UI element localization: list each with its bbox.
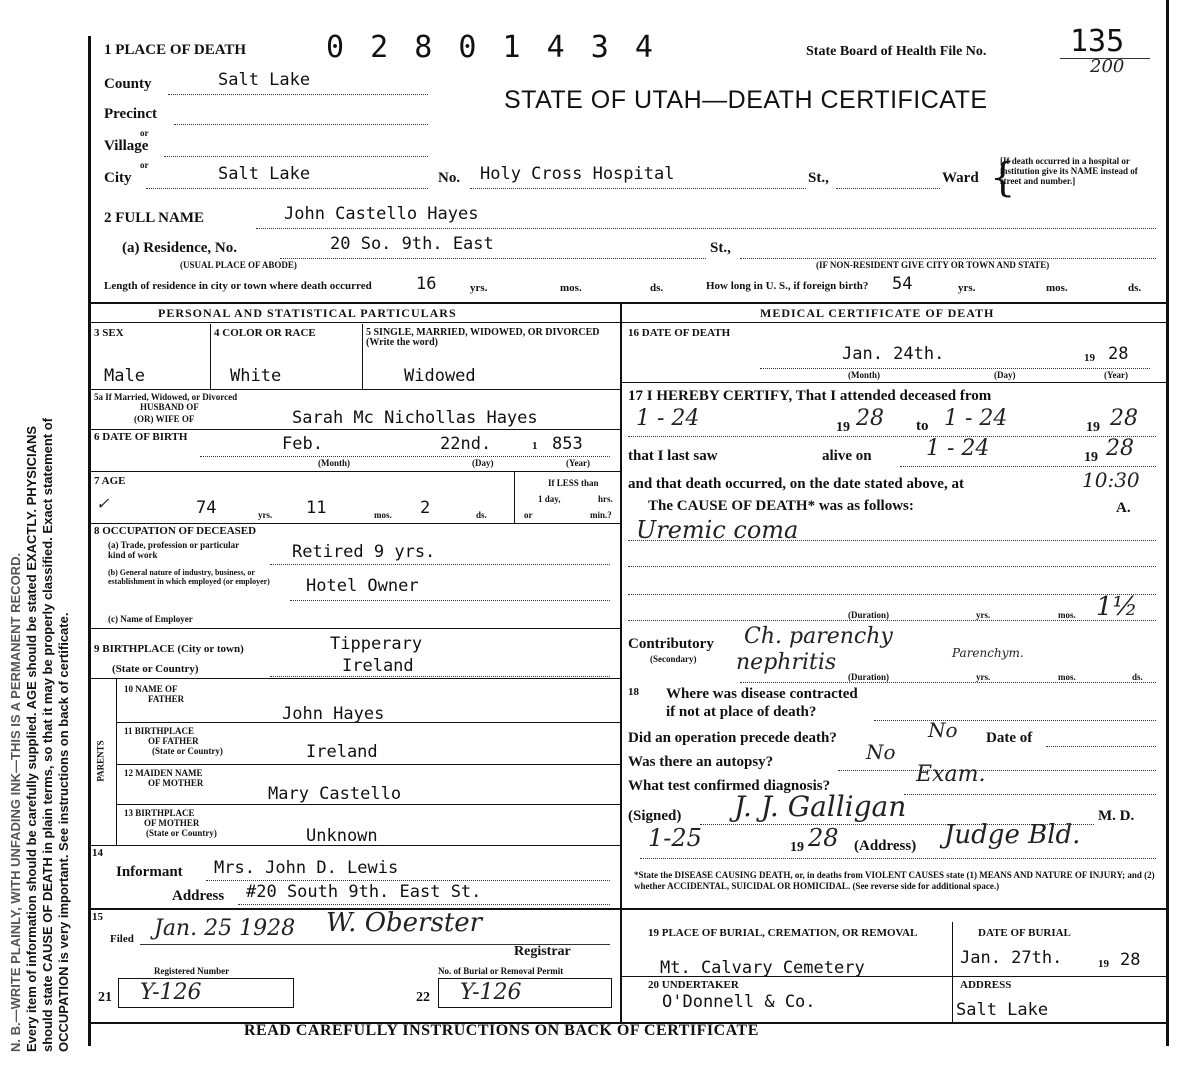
age-divider [514, 472, 515, 524]
cause-line-2 [628, 566, 1156, 567]
spouse-label-a: 5a If Married, Widowed, or Divorced [94, 392, 238, 402]
city-value: Salt Lake [218, 164, 311, 184]
sign-address: Judge Bld. [944, 820, 1081, 850]
occupation-b-value: Hotel Owner [306, 576, 419, 596]
md-label: M. D. [1098, 808, 1135, 824]
dob-label: 6 DATE OF BIRTH [94, 431, 188, 443]
how-long-label: How long in U. S., if foreign birth? [706, 280, 869, 292]
occupation-a-value: Retired 9 yrs. [292, 542, 436, 562]
spouse-value: Sarah Mc Nichollas Hayes [292, 408, 538, 428]
parents-label: PARENTS [95, 740, 106, 782]
undertaker-label: 20 UNDERTAKER [648, 979, 739, 991]
last-saw-line [900, 466, 1156, 467]
cause-line-3 [628, 594, 1156, 595]
father-label-a: 10 NAME OF [124, 684, 178, 694]
length-ds: ds. [650, 282, 664, 294]
birthplace-line [270, 676, 610, 677]
informant-address: #20 South 9th. East St. [246, 882, 482, 902]
residence-st-label: St., [710, 240, 731, 256]
sex-label: 3 SEX [94, 327, 124, 339]
to-label: to [916, 418, 929, 434]
city-line [146, 188, 428, 189]
cause-label: The CAUSE OF DEATH* was as follows: [648, 498, 914, 514]
color-value: White [230, 366, 282, 386]
side-line-2: should state CAUSE OF DEATH in plain terms, so that it may be properly classified. Exact statement of [40, 417, 55, 1052]
duration2-yrs: yrs. [976, 672, 991, 682]
how-long-value: 54 [892, 274, 913, 294]
undertaker-address: Salt Lake [956, 1000, 1049, 1020]
marital-value: Widowed [404, 366, 476, 386]
county-label: County [104, 76, 152, 92]
or-1: or [140, 128, 149, 138]
birthplace-label: 9 BIRTHPLACE (City or town) [94, 643, 244, 655]
dob-month-cap: (Month) [318, 458, 350, 468]
where-label-2: if not at place of death? [666, 704, 817, 720]
death-month-day: Jan. 24th. [842, 344, 945, 364]
residence-line-2 [740, 258, 1156, 259]
no-value: Holy Cross Hospital [480, 164, 675, 184]
nonresident-note: (IF NON-RESIDENT GIVE CITY OR TOWN AND STATE) [816, 260, 1050, 270]
dob-day: 22nd. [440, 434, 492, 454]
death-year-cap: (Year) [1104, 370, 1128, 380]
burial-no-label: No. of Burial or Removal Permit [438, 966, 564, 976]
cause-line-1 [628, 540, 1156, 541]
file-no-sub: 200 [1090, 56, 1125, 77]
operation-label: Did an operation precede death? [628, 730, 837, 746]
death-day-cap: (Day) [994, 370, 1016, 380]
place-of-death-label: 1 PLACE OF DEATH [104, 42, 247, 58]
operation-value: No [928, 718, 958, 742]
where-line [874, 720, 1156, 721]
from-year: 28 [856, 406, 884, 431]
color-divider [362, 324, 363, 390]
age-ds-label: ds. [476, 510, 487, 520]
marital-label: 5 SINGLE, MARRIED, WIDOWED, OR DIVORCED (Write the word) [366, 327, 600, 348]
length-mos: mos. [560, 282, 582, 294]
duration-yrs: yrs. [976, 610, 991, 620]
death-date-line [760, 368, 1150, 369]
file-no-label: State Board of Health File No. [806, 44, 987, 59]
row-rule-2 [90, 429, 620, 430]
usual-abode: (USUAL PLACE OF ABODE) [180, 260, 297, 270]
length-value: 16 [416, 274, 437, 294]
last-saw-year-prefix: 19 [1084, 450, 1098, 465]
st-line [836, 188, 940, 189]
date-of-death-label: 16 DATE OF DEATH [628, 327, 731, 339]
father-birth-label-c: (State or Country) [152, 746, 223, 756]
contributory-note: Parenchym. [952, 646, 1024, 660]
certify-line [628, 436, 1156, 437]
test-line [904, 794, 1156, 795]
burial-year-prefix: 19 [1098, 958, 1109, 970]
row-rule-11 [90, 908, 1166, 910]
occupation-label: 8 OCCUPATION OF DECEASED [94, 525, 257, 537]
age-days: 2 [420, 498, 431, 518]
age-years: 74 [196, 498, 217, 518]
parents-divider [116, 679, 117, 845]
sex-value: Male [104, 366, 145, 386]
signed-label: (Signed) [628, 808, 682, 824]
no-line [470, 188, 806, 189]
date-of-label: Date of [986, 730, 1033, 746]
dob-month: Feb. [282, 434, 323, 454]
dob-day-cap: (Day) [472, 458, 494, 468]
how-long-ds: ds. [1128, 282, 1142, 294]
contributory-value: Ch. parenchy [744, 624, 893, 649]
ward-note: [If death occurred in a hospital or institution give its NAME instead of street and number.] [1000, 156, 1138, 186]
sex-divider [210, 324, 211, 390]
precinct-label: Precinct [104, 106, 158, 122]
contributory-value-2: nephritis [736, 650, 837, 675]
row-rule-4 [90, 523, 620, 524]
less-label-c: hrs. [598, 494, 613, 504]
age-label: 7 AGE [94, 475, 126, 487]
burial-date-label: DATE OF BURIAL [978, 927, 1071, 939]
burial-no-value: Y-126 [460, 980, 522, 1005]
age-months: 11 [306, 498, 327, 518]
to-year-prefix: 19 [1086, 420, 1100, 435]
full-name-label: 2 FULL NAME [104, 210, 205, 226]
occupation-c-label: (c) Name of Employer [108, 614, 193, 624]
duration-line [628, 620, 1156, 621]
city-label: City [104, 170, 132, 186]
residence-label: (a) Residence, No. [122, 240, 237, 256]
item-21: 21 [98, 990, 112, 1005]
father-birth-value: Ireland [306, 742, 378, 762]
death-year-prefix: 19 [1084, 352, 1095, 364]
birthplace-state-label: (State or Country) [112, 663, 199, 675]
spouse-label-b: HUSBAND OF [140, 402, 199, 412]
registrar-label: Registrar [514, 944, 571, 959]
reg-no-value: Y-126 [140, 980, 202, 1005]
death-year: 28 [1108, 344, 1129, 364]
side-line-0: N. B.—WRITE PLAINLY, WITH UNFADING INK—THIS IS A PERMANENT RECORD. [8, 552, 23, 1052]
undertaker-address-label: ADDRESS [960, 979, 1012, 991]
father-label-b: FATHER [148, 694, 185, 704]
secondary-label: (Secondary) [650, 654, 697, 664]
spouse-label-c: (OR) WIFE OF [134, 414, 195, 424]
side-line-1: Every item of information should be carefully supplied. AGE should be stated EXACTLY. PHYSICIANS [24, 425, 39, 1052]
age-mark: ✓ [96, 494, 110, 513]
burial-date-value: Jan. 27th. [960, 948, 1063, 968]
age-yrs-label: yrs. [258, 510, 273, 520]
precinct-line [174, 124, 428, 125]
reg-no-label: Registered Number [154, 966, 230, 976]
how-long-mos: mos. [1046, 282, 1068, 294]
contributory-label: Contributory [628, 636, 714, 652]
burial-divider [952, 922, 953, 1022]
row-rule-9 [116, 804, 620, 805]
occupation-b-line [290, 600, 610, 601]
mother-birth-label-a: 13 BIRTHPLACE [124, 808, 195, 818]
row-rule-1 [90, 389, 620, 390]
where-label: Where was disease contracted [666, 686, 858, 702]
left-border [88, 36, 91, 1046]
row-rule-6 [90, 678, 620, 679]
county-line [168, 94, 428, 95]
row-rule-5 [90, 628, 620, 629]
registrar-signature: W. Oberster [326, 908, 483, 938]
undertaker-value: O'Donnell & Co. [662, 992, 816, 1012]
certificate-number: 0 2 8 0 1 4 3 4 [326, 30, 657, 65]
item-14: 14 [92, 847, 103, 859]
certificate-title: STATE OF UTAH—DEATH CERTIFICATE [504, 86, 988, 114]
sign-year-prefix: 19 [790, 840, 804, 855]
filed-date: Jan. 25 1928 [154, 916, 296, 941]
occurred-label: and that death occurred, on the date stated above, at [628, 476, 964, 492]
to-year: 28 [1110, 406, 1138, 431]
sign-year: 28 [808, 824, 839, 852]
side-instructions [8, 52, 72, 1052]
birthplace-city: Tipperary [330, 634, 423, 654]
village-line [164, 156, 428, 157]
less-label-a: If LESS than [548, 478, 599, 488]
mother-value: Mary Castello [268, 784, 402, 804]
mother-birth-label-c: (State or Country) [146, 828, 217, 838]
last-saw-date: 1 - 24 [926, 436, 990, 461]
footer-instructions: READ CAREFULLY INSTRUCTIONS ON BACK OF CERTIFICATE [244, 1022, 759, 1039]
autopsy-label: Was there an autopsy? [628, 754, 774, 770]
less-label-d: or [524, 510, 533, 520]
death-month-cap: (Month) [848, 370, 880, 380]
row-rule-8 [116, 764, 620, 765]
no-label: No. [438, 170, 461, 186]
operation-line [1046, 746, 1156, 747]
length-label: Length of residence in city or town where death occurred [104, 280, 372, 292]
informant-address-line [238, 904, 610, 905]
informant-address-label: Address [172, 888, 225, 904]
filed-label: Filed [110, 933, 134, 945]
father-birth-label-b: OF FATHER [148, 736, 199, 746]
physician-signature: J. J. Galligan [734, 790, 907, 823]
burial-rule [622, 976, 1166, 977]
mother-birth-value: Unknown [306, 826, 378, 846]
village-label: Village [104, 138, 149, 154]
personal-heading: PERSONAL AND STATISTICAL PARTICULARS [158, 306, 457, 320]
st-label: St., [808, 170, 829, 186]
last-saw-label: that I last saw [628, 448, 718, 464]
section-top-rule [90, 302, 1166, 304]
residence-value: 20 So. 9th. East [330, 234, 494, 254]
informant-value: Mrs. John D. Lewis [214, 858, 399, 878]
item-22: 22 [416, 990, 430, 1005]
duration2-label: (Duration) [848, 672, 889, 682]
certify-label: 17 I HEREBY CERTIFY, That I attended deceased from [628, 388, 992, 404]
sign-address-line [640, 858, 1156, 859]
side-line-3: OCCUPATION is very important. See instructions on back of certificate. [56, 612, 71, 1052]
informant-line [206, 880, 610, 881]
cause-value: Uremic coma [636, 516, 799, 544]
sign-address-label: (Address) [854, 838, 917, 854]
ward-bracket: { [990, 155, 1016, 201]
less-label-e: min.? [590, 510, 612, 520]
duration-mos: mos. [1058, 610, 1076, 620]
birthplace-country: Ireland [342, 656, 414, 676]
father-value: John Hayes [282, 704, 385, 724]
heading-rule [90, 322, 1166, 323]
full-name-line [256, 228, 1156, 229]
medical-rule-1 [622, 382, 1166, 383]
informant-label: Informant [116, 864, 183, 880]
row-rule-3 [90, 471, 620, 472]
length-yrs: yrs. [470, 282, 488, 294]
row-rule-7 [116, 722, 620, 723]
occupation-b-label: (b) General nature of industry, business, or establishment in which employed (or employer) [108, 568, 270, 586]
test-value: Exam. [916, 762, 986, 787]
death-time: 10:30 [1082, 468, 1140, 492]
time-suffix: A. [1116, 500, 1131, 516]
mother-birth-label-b: OF MOTHER [144, 818, 200, 828]
less-label-b: 1 day, [538, 494, 561, 504]
burial-place-label: 19 PLACE OF BURIAL, CREMATION, OR REMOVAL [648, 927, 918, 939]
duration2-ds: ds. [1132, 672, 1143, 682]
from-date: 1 - 24 [636, 406, 700, 431]
father-birth-label-a: 11 BIRTHPLACE [124, 726, 194, 736]
color-label: 4 COLOR OR RACE [214, 327, 316, 339]
how-long-yrs: yrs. [958, 282, 976, 294]
autopsy-line [838, 770, 1156, 771]
sign-date: 1-25 [648, 824, 702, 852]
burial-year-value: 28 [1120, 950, 1141, 970]
ward-label: Ward [942, 170, 979, 186]
item-18: 18 [628, 686, 639, 698]
burial-left-divider [620, 922, 622, 1022]
item-15: 15 [92, 911, 103, 923]
full-name-value: John Castello Hayes [284, 204, 479, 224]
footnote: *State the DISEASE CAUSING DEATH, or, in deaths from VIOLENT CAUSES state (1) MEANS AND NATURE OF INJURY; and (2) whether ACCIDENTAL, SUICIDAL OR HOMICIDAL. (See reverse side for additional space.) [634, 870, 1155, 891]
duration2-mos: mos. [1058, 672, 1076, 682]
file-no: 135 [1070, 24, 1125, 59]
test-label: What test confirmed diagnosis? [628, 778, 831, 794]
duration-value: 1½ [1096, 592, 1138, 622]
residence-line [280, 258, 706, 259]
dob-year-prefix: 1 [532, 440, 538, 452]
occupation-a-label: (a) Trade, profession or particular kind of work [108, 540, 239, 560]
center-divider [620, 302, 622, 922]
medical-heading: MEDICAL CERTIFICATE OF DEATH [760, 306, 995, 320]
age-mos-label: mos. [374, 510, 392, 520]
dob-line [200, 456, 610, 457]
dob-year: 853 [552, 434, 583, 454]
dob-year-cap: (Year) [566, 458, 590, 468]
or-2: or [140, 160, 149, 170]
burial-place-value: Mt. Calvary Cemetery [660, 958, 865, 978]
alive-label: alive on [822, 448, 872, 464]
contributory-line [740, 682, 1156, 683]
right-border [1166, 0, 1169, 1046]
county-value: Salt Lake [218, 70, 311, 90]
mother-label-a: 12 MAIDEN NAME [124, 768, 203, 778]
last-saw-year: 28 [1106, 436, 1134, 461]
occupation-a-line [270, 564, 610, 565]
to-date: 1 - 24 [944, 406, 1008, 431]
mother-label-b: OF MOTHER [148, 778, 204, 788]
duration-label: (Duration) [848, 610, 889, 620]
autopsy-value: No [866, 740, 896, 764]
from-year-prefix: 19 [836, 420, 850, 435]
row-rule-10 [90, 845, 620, 846]
